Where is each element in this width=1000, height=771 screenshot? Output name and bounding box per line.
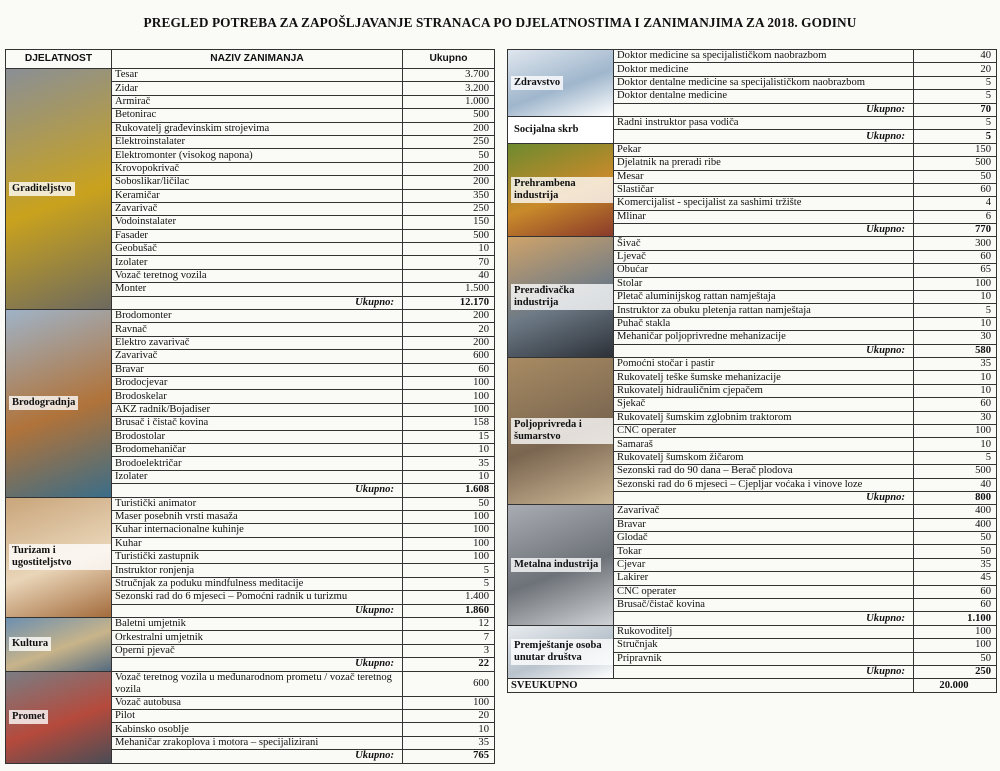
total-label: Ukupno: bbox=[112, 604, 403, 617]
occupation-count: 40 bbox=[403, 269, 495, 282]
occupation-name: Pilot bbox=[112, 709, 403, 722]
occupation-count: 5 bbox=[914, 116, 997, 129]
occupation-count: 5 bbox=[914, 90, 997, 103]
occupation-name: Vozač teretnog vozila u međunarodnom prometu / vozač teretnog vozila bbox=[112, 671, 403, 696]
occupation-name: Brodostolar bbox=[112, 430, 403, 443]
occupation-name: Bravar bbox=[112, 363, 403, 376]
occupation-name: Orkestralni umjetnik bbox=[112, 631, 403, 644]
occupation-name: Tokar bbox=[614, 545, 914, 558]
occupation-count: 20 bbox=[914, 63, 997, 76]
total-label: Ukupno: bbox=[112, 484, 403, 497]
occupation-count: 5 bbox=[914, 304, 997, 317]
table-header-row bbox=[6, 50, 495, 69]
occupation-count: 150 bbox=[403, 216, 495, 229]
occupation-count: 600 bbox=[403, 671, 495, 696]
table-row bbox=[508, 116, 997, 129]
occupation-name: Elektromonter (visokog napona) bbox=[112, 149, 403, 162]
total-label: Ukupno: bbox=[614, 665, 914, 678]
occupation-count: 50 bbox=[914, 652, 997, 665]
occupation-count: 350 bbox=[403, 189, 495, 202]
total-value: 1.608 bbox=[403, 484, 495, 497]
occupation-name: Bravar bbox=[614, 518, 914, 531]
occupation-name: Fasader bbox=[112, 229, 403, 242]
section-cell-poljoprivreda-i-sumarstvo bbox=[508, 357, 614, 504]
occupation-count: 40 bbox=[914, 478, 997, 491]
grand-total-row bbox=[508, 679, 997, 692]
occupation-count: 35 bbox=[403, 457, 495, 470]
occupation-name: Brodoskelar bbox=[112, 390, 403, 403]
total-value: 5 bbox=[914, 130, 997, 143]
occupation-name: Elektro zavarivač bbox=[112, 336, 403, 349]
occupation-count: 100 bbox=[914, 277, 997, 290]
section-cell-prera-ivacka-industrija bbox=[508, 237, 614, 358]
occupation-name: Rukovatelj hidrauličnim cjepačem bbox=[614, 384, 914, 397]
section-label: Kultura bbox=[9, 637, 51, 651]
occupation-count: 3.700 bbox=[403, 69, 495, 82]
occupation-count: 100 bbox=[403, 403, 495, 416]
section-label: Poljoprivreda i šumarstvo bbox=[511, 418, 613, 444]
section-cell-turizam-i-ugostiteljstvo bbox=[6, 497, 112, 618]
occupation-count: 500 bbox=[403, 229, 495, 242]
occupation-count: 5 bbox=[914, 76, 997, 89]
occupation-count: 200 bbox=[403, 122, 495, 135]
occupation-name: Betonirac bbox=[112, 109, 403, 122]
occupation-count: 250 bbox=[403, 135, 495, 148]
occupation-count: 100 bbox=[914, 639, 997, 652]
occupation-count: 100 bbox=[403, 510, 495, 523]
table-row bbox=[508, 505, 997, 518]
occupation-name: Instruktor za obuku pletenja rattan namještaja bbox=[614, 304, 914, 317]
occupation-count: 30 bbox=[914, 331, 997, 344]
right-table bbox=[507, 49, 997, 693]
occupation-name: CNC operater bbox=[614, 585, 914, 598]
occupation-count: 50 bbox=[914, 545, 997, 558]
section-cell-kultura bbox=[6, 618, 112, 672]
occupation-count: 20 bbox=[403, 323, 495, 336]
total-value: 580 bbox=[914, 344, 997, 357]
occupation-count: 10 bbox=[914, 384, 997, 397]
occupation-count: 200 bbox=[403, 336, 495, 349]
occupation-count: 15 bbox=[403, 430, 495, 443]
occupation-name: Doktor dentalne medicine bbox=[614, 90, 914, 103]
right-table-column bbox=[507, 49, 996, 693]
occupation-name: Brodomehaničar bbox=[112, 443, 403, 456]
occupation-name: Doktor medicine bbox=[614, 63, 914, 76]
occupation-name: Brodoelektričar bbox=[112, 457, 403, 470]
occupation-count: 10 bbox=[914, 291, 997, 304]
section-cell-metalna-industrija bbox=[508, 505, 614, 626]
occupation-name: Zavarivač bbox=[614, 505, 914, 518]
occupation-name: Vozač autobusa bbox=[112, 696, 403, 709]
total-value: 12.170 bbox=[403, 296, 495, 309]
section-cell-zdravstvo bbox=[508, 50, 614, 117]
occupation-name: Keramičar bbox=[112, 189, 403, 202]
table-row bbox=[6, 69, 495, 82]
occupation-name: Sezonski rad do 6 mjeseci – Pomoćni radnik u turizmu bbox=[112, 591, 403, 604]
table-row bbox=[508, 143, 997, 156]
occupation-name: Operni pjevač bbox=[112, 644, 403, 657]
occupation-name: Soboslikar/ličilac bbox=[112, 176, 403, 189]
table-row bbox=[6, 671, 495, 696]
occupation-count: 200 bbox=[403, 176, 495, 189]
header-djelatnost: DJELATNOST bbox=[6, 50, 112, 69]
table-row bbox=[508, 237, 997, 250]
occupation-name: Djelatnik na preradi ribe bbox=[614, 157, 914, 170]
occupation-name: Pomoćni stočar i pastir bbox=[614, 357, 914, 370]
occupation-count: 10 bbox=[914, 317, 997, 330]
occupation-name: Rukovatelj teške šumske mehanizacije bbox=[614, 371, 914, 384]
occupation-count: 5 bbox=[403, 564, 495, 577]
table-row bbox=[6, 618, 495, 631]
occupation-count: 400 bbox=[914, 505, 997, 518]
occupation-name: Doktor medicine sa specijalističkom naobrazbom bbox=[614, 50, 914, 63]
occupation-count: 500 bbox=[914, 157, 997, 170]
total-value: 22 bbox=[403, 658, 495, 671]
section-cell-socijalna-skrb bbox=[508, 116, 614, 143]
total-value: 1.860 bbox=[403, 604, 495, 617]
occupation-count: 100 bbox=[403, 390, 495, 403]
occupation-name: Turistički animator bbox=[112, 497, 403, 510]
occupation-count: 10 bbox=[403, 443, 495, 456]
occupation-count: 50 bbox=[403, 497, 495, 510]
occupation-count: 35 bbox=[403, 736, 495, 749]
occupation-count: 500 bbox=[403, 109, 495, 122]
occupation-name: Komercijalist - specijalist za sashimi tržište bbox=[614, 197, 914, 210]
occupation-count: 60 bbox=[914, 398, 997, 411]
occupation-count: 100 bbox=[403, 696, 495, 709]
occupation-name: Brodomonter bbox=[112, 310, 403, 323]
occupation-count: 150 bbox=[914, 143, 997, 156]
total-value: 250 bbox=[914, 665, 997, 678]
total-label: Ukupno: bbox=[614, 612, 914, 625]
occupation-count: 60 bbox=[914, 599, 997, 612]
occupation-name: Krovopokrivač bbox=[112, 162, 403, 175]
left-table-column bbox=[5, 49, 494, 764]
section-label: Brodogradnja bbox=[9, 396, 78, 410]
occupation-count: 10 bbox=[403, 470, 495, 483]
section-label: Prerađivačka industrija bbox=[511, 284, 613, 310]
header-ukupno: Ukupno bbox=[403, 50, 495, 69]
occupation-name: Pekar bbox=[614, 143, 914, 156]
occupation-count: 7 bbox=[403, 631, 495, 644]
total-label: Ukupno: bbox=[112, 658, 403, 671]
occupation-count: 5 bbox=[914, 451, 997, 464]
occupation-name: Brusač i čistač kovina bbox=[112, 417, 403, 430]
section-cell-graditeljstvo bbox=[6, 69, 112, 310]
table-row bbox=[508, 50, 997, 63]
occupation-count: 200 bbox=[403, 310, 495, 323]
occupation-name: Rukovatelj šumskim zglobnim traktorom bbox=[614, 411, 914, 424]
occupation-name: Radni instruktor pasa vodiča bbox=[614, 116, 914, 129]
occupation-name: Izolater bbox=[112, 256, 403, 269]
occupation-name: Kabinsko osoblje bbox=[112, 723, 403, 736]
occupation-count: 60 bbox=[914, 585, 997, 598]
occupation-name: Rukovatelj građevinskim strojevima bbox=[112, 122, 403, 135]
occupation-count: 4 bbox=[914, 197, 997, 210]
occupation-name: Kuhar bbox=[112, 537, 403, 550]
occupation-count: 1.400 bbox=[403, 591, 495, 604]
section-label: Prehrambena industrija bbox=[511, 177, 613, 203]
occupation-name: Šivač bbox=[614, 237, 914, 250]
occupation-name: Stolar bbox=[614, 277, 914, 290]
section-label: Zdravstvo bbox=[511, 76, 563, 90]
occupation-count: 1.500 bbox=[403, 283, 495, 296]
occupation-name: Doktor dentalne medicine sa specijalističkom naobrazbom bbox=[614, 76, 914, 89]
occupation-name: Vozač teretnog vozila bbox=[112, 269, 403, 282]
occupation-count: 35 bbox=[914, 357, 997, 370]
occupation-name: Mehaničar poljoprivredne mehanizacije bbox=[614, 331, 914, 344]
occupation-count: 60 bbox=[403, 363, 495, 376]
occupation-count: 100 bbox=[914, 625, 997, 638]
occupation-name: Ravnač bbox=[112, 323, 403, 336]
total-label: Ukupno: bbox=[614, 344, 914, 357]
occupation-count: 10 bbox=[914, 438, 997, 451]
occupation-name: Pletač aluminijskog rattan namještaja bbox=[614, 291, 914, 304]
occupation-name: Lakirer bbox=[614, 572, 914, 585]
section-cell-premjestanje-osoba-unutar-drustva bbox=[508, 625, 614, 679]
occupation-count: 40 bbox=[914, 50, 997, 63]
total-value: 1.100 bbox=[914, 612, 997, 625]
occupation-count: 50 bbox=[914, 532, 997, 545]
occupation-name: Monter bbox=[112, 283, 403, 296]
occupation-count: 100 bbox=[403, 376, 495, 389]
section-cell-prehrambena-industrija bbox=[508, 143, 614, 237]
total-value: 770 bbox=[914, 224, 997, 237]
page-title: PREGLED POTREBA ZA ZAPOŠLJAVANJE STRANACA PO DJELATNOSTIMA I ZANIMANJIMA ZA 2018. GODINU bbox=[143, 15, 857, 30]
table-row bbox=[508, 357, 997, 370]
occupation-count: 100 bbox=[914, 424, 997, 437]
occupation-name: Baletni umjetnik bbox=[112, 618, 403, 631]
section-label: Promet bbox=[9, 710, 48, 724]
grand-total-label: SVEUKUPNO bbox=[508, 679, 914, 692]
occupation-count: 400 bbox=[914, 518, 997, 531]
occupation-count: 60 bbox=[914, 183, 997, 196]
total-label: Ukupno: bbox=[614, 130, 914, 143]
occupation-name: Cjevar bbox=[614, 558, 914, 571]
header-zanimanje: NAZIV ZANIMANJA bbox=[112, 50, 403, 69]
occupation-name: Glodač bbox=[614, 532, 914, 545]
occupation-name: Slastičar bbox=[614, 183, 914, 196]
occupation-name: Pripravnik bbox=[614, 652, 914, 665]
occupation-name: Instruktor ronjenja bbox=[112, 564, 403, 577]
total-label: Ukupno: bbox=[112, 750, 403, 763]
occupation-name: Mesar bbox=[614, 170, 914, 183]
occupation-name: Sezonski rad do 6 mjeseci – Cjepljar voćaka i vinove loze bbox=[614, 478, 914, 491]
total-label: Ukupno: bbox=[614, 224, 914, 237]
occupation-name: Rukovoditelj bbox=[614, 625, 914, 638]
occupation-count: 3 bbox=[403, 644, 495, 657]
table-row bbox=[6, 310, 495, 323]
occupation-count: 6 bbox=[914, 210, 997, 223]
occupation-count: 3.200 bbox=[403, 82, 495, 95]
occupation-name: Mlinar bbox=[614, 210, 914, 223]
section-label: Graditeljstvo bbox=[9, 182, 75, 196]
occupation-name: Kuhar internacionalne kuhinje bbox=[112, 524, 403, 537]
occupation-name: Maser posebnih vrsti masaža bbox=[112, 510, 403, 523]
occupation-name: Sjekač bbox=[614, 398, 914, 411]
occupation-name: Zidar bbox=[112, 82, 403, 95]
occupation-count: 20 bbox=[403, 709, 495, 722]
grand-total-value: 20.000 bbox=[914, 679, 997, 692]
occupation-count: 70 bbox=[403, 256, 495, 269]
occupation-name: Vodoinstalater bbox=[112, 216, 403, 229]
occupation-count: 500 bbox=[914, 465, 997, 478]
total-value: 70 bbox=[914, 103, 997, 116]
section-label: Premještanje osoba unutar društva bbox=[511, 639, 613, 665]
total-label: Ukupno: bbox=[112, 296, 403, 309]
occupation-count: 10 bbox=[403, 243, 495, 256]
occupation-count: 300 bbox=[914, 237, 997, 250]
section-label: Socijalna skrb bbox=[511, 123, 581, 137]
total-label: Ukupno: bbox=[614, 491, 914, 504]
occupation-count: 45 bbox=[914, 572, 997, 585]
occupation-name: Brusač/čistač kovina bbox=[614, 599, 914, 612]
occupation-count: 35 bbox=[914, 558, 997, 571]
section-cell-promet bbox=[6, 671, 112, 763]
occupation-count: 200 bbox=[403, 162, 495, 175]
occupation-name: Stručnjak bbox=[614, 639, 914, 652]
total-value: 765 bbox=[403, 750, 495, 763]
occupation-name: Sezonski rad do 90 dana – Berač plodova bbox=[614, 465, 914, 478]
occupation-count: 12 bbox=[403, 618, 495, 631]
occupation-name: Elektroinstalater bbox=[112, 135, 403, 148]
occupation-count: 10 bbox=[914, 371, 997, 384]
occupation-name: Izolater bbox=[112, 470, 403, 483]
occupation-count: 100 bbox=[403, 551, 495, 564]
occupation-count: 50 bbox=[914, 170, 997, 183]
occupation-count: 5 bbox=[403, 577, 495, 590]
occupation-name: Samaraš bbox=[614, 438, 914, 451]
left-table bbox=[5, 49, 495, 764]
occupation-name: Obućar bbox=[614, 264, 914, 277]
occupation-name: AKZ radnik/Bojadiser bbox=[112, 403, 403, 416]
occupation-count: 600 bbox=[403, 350, 495, 363]
occupation-name: Tesar bbox=[112, 69, 403, 82]
occupation-count: 158 bbox=[403, 417, 495, 430]
occupation-count: 250 bbox=[403, 202, 495, 215]
occupation-count: 100 bbox=[403, 537, 495, 550]
occupation-name: CNC operater bbox=[614, 424, 914, 437]
occupation-name: Zavarivač bbox=[112, 350, 403, 363]
section-label: Metalna industrija bbox=[511, 558, 601, 572]
occupation-name: Mehaničar zrakoplova i motora – specijalizirani bbox=[112, 736, 403, 749]
occupation-count: 30 bbox=[914, 411, 997, 424]
occupation-name: Geobušač bbox=[112, 243, 403, 256]
occupation-count: 50 bbox=[403, 149, 495, 162]
section-label: Turizam i ugostiteljstvo bbox=[9, 544, 111, 570]
total-label: Ukupno: bbox=[614, 103, 914, 116]
occupation-name: Armirač bbox=[112, 95, 403, 108]
occupation-count: 10 bbox=[403, 723, 495, 736]
occupation-name: Zavarivač bbox=[112, 202, 403, 215]
occupation-count: 65 bbox=[914, 264, 997, 277]
occupation-count: 1.000 bbox=[403, 95, 495, 108]
occupation-name: Rukovatelj šumskom žičarom bbox=[614, 451, 914, 464]
table-row bbox=[6, 497, 495, 510]
occupation-name: Puhač stakla bbox=[614, 317, 914, 330]
occupation-name: Ljevač bbox=[614, 250, 914, 263]
occupation-count: 60 bbox=[914, 250, 997, 263]
occupation-name: Stručnjak za poduku mindfulness meditacije bbox=[112, 577, 403, 590]
section-cell-brodogradnja bbox=[6, 310, 112, 497]
total-value: 800 bbox=[914, 491, 997, 504]
occupation-name: Turistički zastupnik bbox=[112, 551, 403, 564]
occupation-name: Brodocjevar bbox=[112, 376, 403, 389]
table-row bbox=[508, 625, 997, 638]
occupation-count: 100 bbox=[403, 524, 495, 537]
